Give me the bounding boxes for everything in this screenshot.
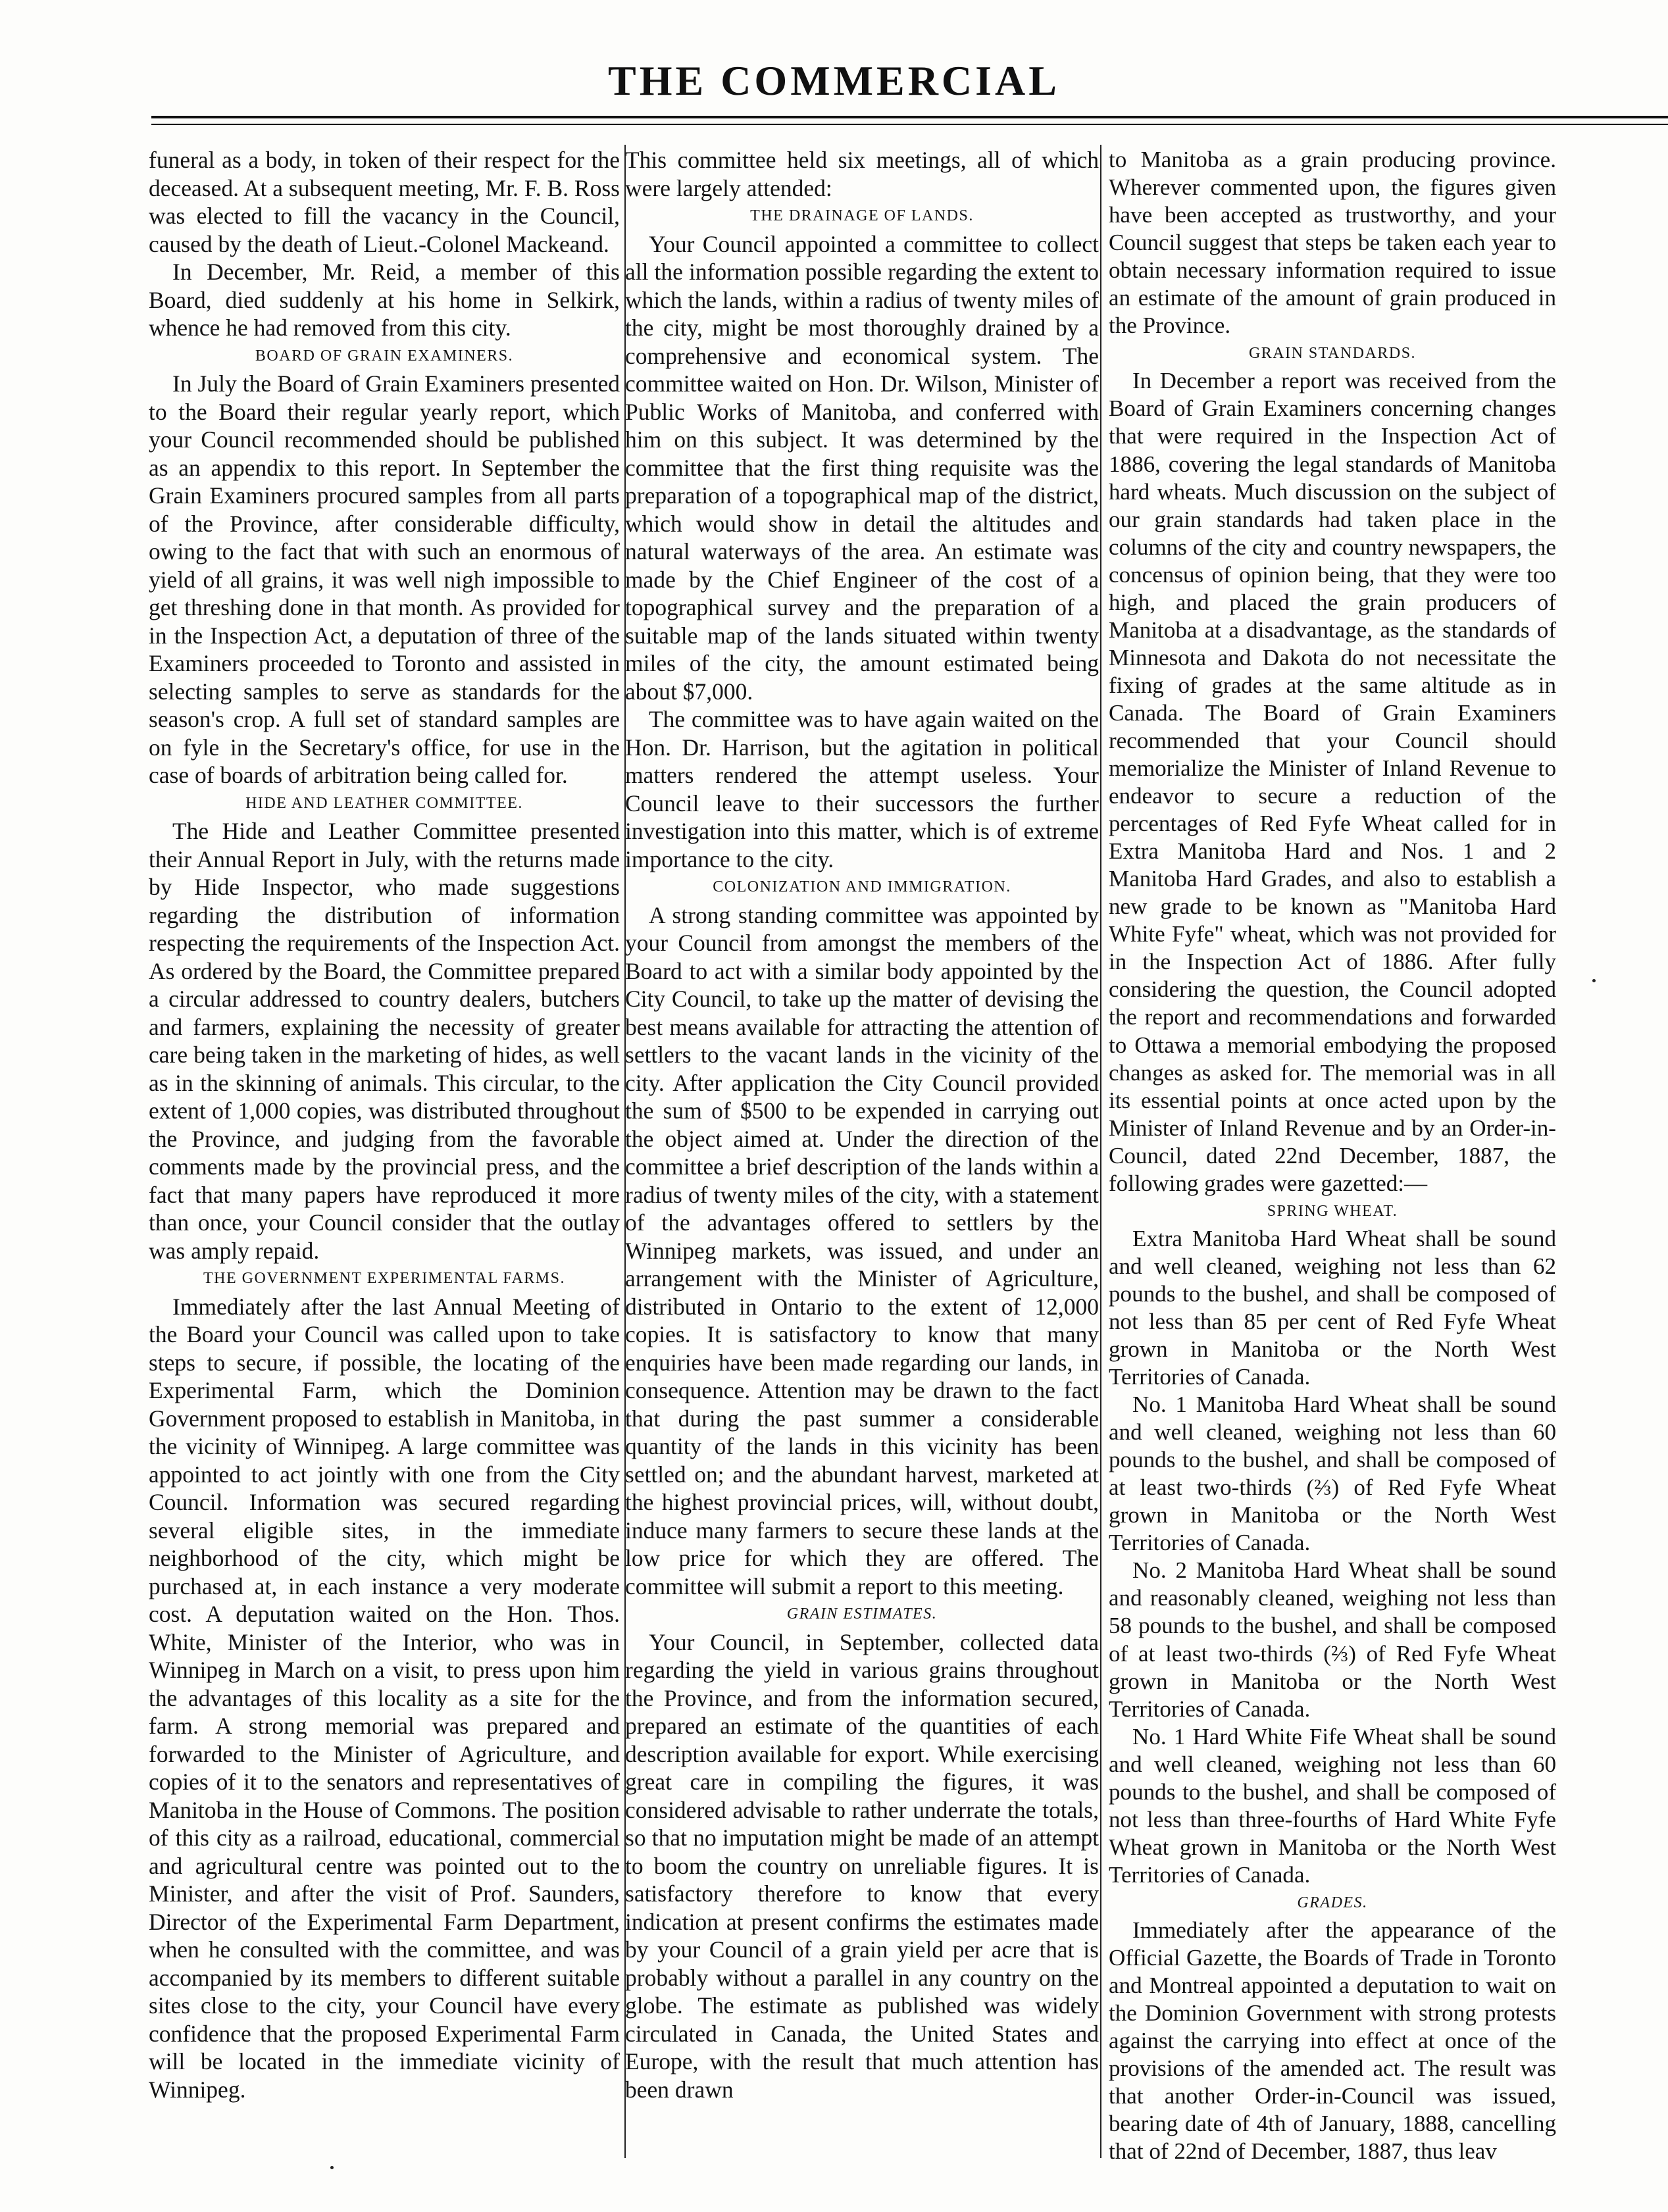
paragraph: No. 1 Hard White Fife Wheat shall be sound and well cleaned, weighing not less than 60 pounds to the bushel, and shall be composed of not less than three-fourths of Hard White Fyfe Wheat grown in Manitoba or the North West Territories of Canada. — [1109, 1723, 1556, 1888]
paragraph: This committee held six meetings, all of which were largely attended: — [625, 147, 1099, 201]
section-heading: SPRING WHEAT. — [1267, 1202, 1398, 1220]
section-heading: THE GOVERNMENT EXPERIMENTAL FARMS. — [203, 1270, 565, 1287]
section-heading: GRADES. — [1297, 1894, 1368, 1911]
paragraph: The committee was to have again waited on the Hon. Dr. Harrison, but the agitation in political matters rendered the attempt useless. Your Council leave to their successors the further investigation into this matter, which is of extreme importance to the city. — [625, 706, 1099, 872]
paragraph: In December, Mr. Reid, a member of this Board, died suddenly at his home in Selkirk, whence he had removed from this city. — [149, 259, 620, 341]
section-heading: GRAIN ESTIMATES. — [786, 1605, 938, 1622]
paragraph: Immediately after the last Annual Meeting of the Board your Council was called upon to take steps to secure, if possible, the locating of the Experimental Farm, which the Dominion Government proposed to establish in Manitoba, in the vicinity of Winnipeg. A large committee was appointed to act jointly with one from the City Council. Information was secured regarding several eligible sites, in the immediate neighborhood of the city, which might be purchased at, in each instance a very moderate cost. A deputation waited on the Hon. Thos. White, Minister of the Interior, who was in Winnipeg in March on a visit, to press upon him the advantages of this locality as a site for the farm. A strong memorial was prepared and forwarded to the Minister of Agriculture, and copies of it to the senators and representatives of Manitoba in the House of Commons. The position of this city as a railroad, educational, commercial and agricultural centre was pointed out to the Minister, and after the visit of Prof. Saunders, Director of the Experimental Farm Department, when he consulted with the committee, and was accompanied by its members to different suitable sites close to the city, your Council have every confidence that the proposed Experimental Farm will be located in the immediate vicinity of Winnipeg. — [149, 1293, 620, 2103]
print-speck — [1592, 979, 1596, 982]
masthead-rule-thick — [151, 116, 1668, 118]
print-speck — [330, 2166, 334, 2169]
paragraph: Your Council, in September, collected data regarding the yield in various grains throughout the Province, and from the information secured, prepared an estimate of the quantities of each description available for export. While exercising great care in compiling the figures, it was considered advisable to rather underrate the totals, so that no imputation might be made of an attempt to boom the country on unreliable figures. It is satisfactory therefore to know that every indication at present confirms the estimates made by your Council of a grain yield per acre that is probably without a parallel in any country on the globe. The estimate as published was widely circulated in Canada, the United States and Europe, with the result that much attention has been drawn — [625, 1628, 1099, 2103]
paragraph: to Manitoba as a grain producing province. Wherever commented upon, the figures given have been accepted as trustworthy, and your Council suggest that steps be taken each year to obtain necessary information required to issue an estimate of the amount of grain produced in the Province. — [1109, 147, 1556, 339]
paragraph: In December a report was received from the Board of Grain Examiners concerning changes that were required in the Inspection Act of 1886, covering the legal standards of Manitoba hard wheats. Much discussion on the subject of our grain standards had taken place in the columns of the city and country newspapers, the concensus of opinion being, that they were too high, and placed the grain producers of Manitoba at a disadvantage, as the standards of Minnesota and Dakota do not necessitate the fixing of grades at the same altitude as in Canada. The Board of Grain Examiners recommended that your Council should memorialize the Minister of Inland Revenue to endeavor to secure a reduction of the percentages of Red Fyfe Wheat called for in Extra Manitoba Hard and Nos. 1 and 2 Manitoba Hard Grades, and also to establish a new grade to be known as "Manitoba Hard White Fyfe" wheat, which was not provided for in the Inspection Act of 1886. After fully considering the question, the Council adopted the report and recommendations and forwarded to Ottawa a memorial embodying the proposed changes as asked for. The memorial was in all its essential points at once acted upon by the Minister of Inland Revenue and by an Order-in-Council, dated 22nd December, 1887, the following grades were gazetted:— — [1109, 368, 1556, 1196]
paragraph: Immediately after the appearance of the Official Gazette, the Boards of Trade in Toronto and Montreal appointed a deputation to wait on the Dominion Government with strong protests against the carrying into effect at once of the provisions of the amended act. The result was that another Order-in-Council was issued, bearing date of 4th of January, 1888, cancelling that of 22nd of December, 1887, thus leav — [1109, 1917, 1556, 2165]
section-heading: BOARD OF GRAIN EXAMINERS. — [255, 347, 514, 364]
paragraph: No. 2 Manitoba Hard Wheat shall be sound and reasonably cleaned, weighing not less than 58 pounds to the bushel, and shall be composed of at least two-thirds (⅔) of Red Fyfe Wheat grown in Manitoba or the North West Territories of Canada. — [1109, 1557, 1556, 1722]
paragraph: Extra Manitoba Hard Wheat shall be sound and well cleaned, weighing not less than 62 pounds to the bushel, and shall be composed of not less than 85 per cent of Red Fyfe Wheat grown in Manitoba or the North West Territories of Canada. — [1109, 1225, 1556, 1390]
column-2 — [625, 146, 1099, 2103]
section-heading: GRAIN STANDARDS. — [1248, 345, 1417, 363]
paragraph: Your Council appointed a committee to collect all the information possible regarding the extent to which the lands, within a radius of twenty miles of the city, might be most thoroughly drained by a comprehensive and economical system. The committee waited on Hon. Dr. Wilson, Minister of Public Works of Manitoba, and conferred with him on this subject. It was determined by the committee that the first thing requisite was the preparation of a topographical map of the district, which would show in detail the altitudes and natural waterways of the area. An estimate was made by the Chief Engineer of the cost of a topographical survey and the preparation of a suitable map of the lands situated within twenty miles of the city, the amount estimated being about $7,000. — [625, 230, 1099, 705]
paragraph: A strong standing committee was appointed by your Council from amongst the members of the Board to act with a similar body appointed by the City Council, to take up the matter of devising the best means available for attracting the attention of settlers to the vacant lands in the vicinity of the city. After application the City Council provided the sum of $500 to be expended in carrying out the object aimed at. Under the direction of the committee a brief description of the lands within a radius of twenty miles of the city, with a statement of the advantages offered to settlers by the Winnipeg markets, was issued, and under an arrangement with the Minister of Agriculture, distributed in Ontario to the extent of 12,000 copies. It is satisfactory to know that many enquiries have been made regarding our lands, in consequence. Attention may be drawn to the fact that during the past summer a considerable quantity of the lands in this vicinity has been settled on; and the abundant harvest, marketed at the highest provincial prices, will, without doubt, induce many farmers to secure these lands at the low price for which they are offered. The committee will submit a report to this meeting. — [625, 901, 1099, 1599]
column-3 — [1109, 146, 1556, 2165]
section-heading: THE DRAINAGE OF LANDS. — [750, 207, 974, 224]
paragraph: funeral as a body, in token of their respect for the deceased. At a subsequent meeting, Mr. F. B. Ross was elected to fill the vacancy in the Council, caused by the death of Lieut.-Colonel Mackeand. — [149, 147, 620, 257]
masthead-rule-thin — [151, 124, 1668, 125]
section-heading: COLONIZATION AND IMMIGRATION. — [713, 878, 1011, 895]
masthead: THE COMMERCIAL — [608, 57, 1060, 104]
paragraph: In July the Board of Grain Examiners presented to the Board their regular yearly report, which your Council recommended should be published as an appendix to this report. In September the Grain Examiners procured samples from all parts of the Province, after considerable difficulty, owing to the fact that with such an enormous of yield of all grains, it was well nigh impossible to get threshing done in that month. As provided for in the Inspection Act, a deputation of three of the Examiners proceeded to Toronto and assisted in selecting samples to serve as standards for the season's crop. A full set of standard samples are on fyle in the Secretary's office, for use in the case of boards of arbitration being called for. — [149, 370, 620, 788]
paragraph: The Hide and Leather Committee presented their Annual Report in July, with the returns made by Hide Inspector, who made suggestions regarding the distribution of information respecting the requirements of the Inspection Act. As ordered by the Board, the Committee prepared a circular addressed to country dealers, butchers and farmers, explaining the necessity of greater care being taken in the marketing of hides, as well as in the skinning of animals. This circular, to the extent of 1,000 copies, was distributed throughout the Province, and judging from the favorable comments made by the provincial press, and the fact that many papers have reproduced it more than once, your Council consider that the outlay was amply repaid. — [149, 818, 620, 1264]
column-1 — [149, 146, 620, 2103]
column-divider — [1100, 145, 1101, 2158]
section-heading: HIDE AND LEATHER COMMITTEE. — [245, 794, 523, 812]
paragraph: No. 1 Manitoba Hard Wheat shall be sound and well cleaned, weighing not less than 60 pounds to the bushel, and shall be composed of at least two-thirds (⅔) of Red Fyfe Wheat grown in Manitoba or the North West Territories of Canada. — [1109, 1392, 1556, 1556]
